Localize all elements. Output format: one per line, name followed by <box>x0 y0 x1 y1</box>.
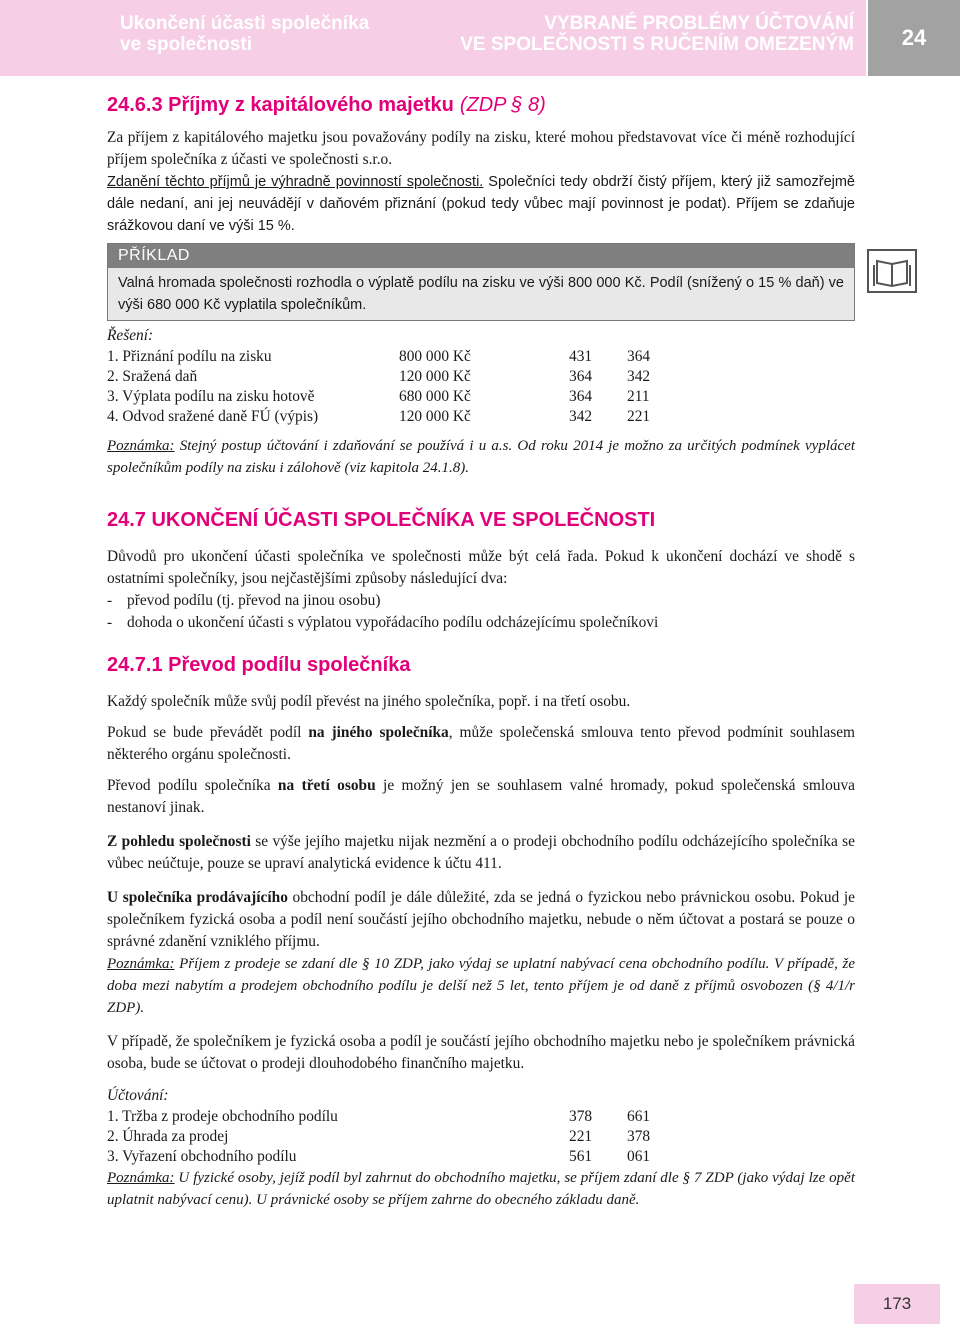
chapter-number: 24 <box>868 0 960 76</box>
page-content <box>107 94 855 1211</box>
solution-table <box>107 347 855 427</box>
book-icon <box>867 249 917 293</box>
header-section-title: Ukončení účasti společníka ve společnosti <box>120 13 370 55</box>
example-text: Valná hromada společnosti rozhodla o výplatě podílu na zisku ve výši 800 000 Kč. Podíl (snížený o 15 % daň) ve výši 680 000 Kč vyplatila společníkům. <box>118 275 844 313</box>
paragraph: Za příjem z kapitálového majetku jsou považovány podíly na zisku, které mohou představovat více či méně rozhodující příjem společníka z účasti ve společnosti s.r.o. <box>107 129 855 168</box>
paragraph: Z pohledu společnosti se výše jejího majetku nijak nezmění a o prodeji obchodního podílu odcházejícího společníka se vůbec neúčtuje, pouze se upraví analytická evidence k účtu 411. <box>107 833 855 872</box>
note: Poznámka: U fyzické osoby, jejíž podíl byl zahrnut do obchodního majetku, se příjem zdaní dle § 7 ZDP (jako výdaj lze opět uplatnit nabývací cenu). U právnické osoby se příjem zahrne do obecného základu daně. <box>107 1170 855 1208</box>
paragraph: Převod podílu společníka na třetí osobu je možný jen se souhlasem valné hromady, pokud společenská smlouva nestanoví jinak. <box>107 777 856 816</box>
paragraph: V případě, že společníkem je fyzická osoba a podíl je součástí jejího obchodního majetku nebo je společníkem právnická osoba, bude se účtovat o prodeji dlouhodobého finančního majetku. <box>107 1033 855 1072</box>
table-row: 1. Přiznání podílu na zisku 800 000 Kč 431 364 <box>107 348 651 365</box>
page-header <box>0 0 960 76</box>
table-row: 3. Vyřazení obchodního podílu 561 061 <box>107 1148 651 1165</box>
paragraph: Každý společník může svůj podíl převést na jiného společníka, popř. i na třetí osobu. <box>107 693 631 710</box>
note: Poznámka: Příjem z prodeje se zdaní dle § 10 ZDP, jako výdaj se uplatní nabývací cena obchodního podílu. V případě, že doba mezi nabytím a prodejem obchodního podílu je delší než 5 let, tento příjem je od daně z příjmů osvobozen (§ 4/1/r ZDP). <box>107 956 855 1016</box>
section-heading-24-7: 24.7 UKONČENÍ ÚČASTI SPOLEČNÍKA VE SPOLEČNOSTI <box>107 509 656 531</box>
accounting-label: Účtování: <box>107 1087 169 1104</box>
table-row: 2. Úhrada za prodej 221 378 <box>107 1128 651 1145</box>
section-heading-24-7-1: 24.7.1 Převod podílu společníka <box>107 654 411 676</box>
paragraph: Zdanění těchto příjmů je výhradně povinností společnosti. Společníci tedy obdrží čistý příjem, který již samozřejmě dále nedaní, ani jej neuvádějí v daňovém přiznání (pokud tedy vůbec mají povinnost je podat). Příjem se zdaňuje srážkovou daní ve výši 15 %. <box>107 174 855 234</box>
header-book-title: VYBRANÉ PROBLÉMY ÚČTOVÁNÍ VE SPOLEČNOSTI S RUČENÍM OMEZENÝM <box>460 13 854 55</box>
accounting-table <box>107 1107 855 1167</box>
paragraph: U společníka prodávajícího obchodní podíl je dále důležité, zda se jedná o fyzickou nebo právnickou osobu. Pokud je společníkem fyzická osoba a podíl není součástí jejího obchodního majetku, nebude o něm účtovat a postará se pouze o správné zdanění vzniklého příjmu. <box>107 889 855 950</box>
table-row: 3. Výplata podílu na zisku hotově 680 000 Kč 364 211 <box>107 388 650 405</box>
list-item: - převod podílu (tj. převod na jinou osobu) <box>107 592 381 609</box>
example-title: PŘÍKLAD <box>108 244 854 268</box>
paragraph: Důvodů pro ukončení účasti společníka ve společnosti může být celá řada. Pokud k ukončení dochází ve shodě s ostatními společníky, jsou nejčastějšími způsoby následující dva: <box>107 548 855 587</box>
paragraph: Pokud se bude převádět podíl na jiného společníka, může společenská smlouva tento převod podmínit souhlasem některého orgánu společnosti. <box>107 724 855 763</box>
table-row: 2. Sražená daň 120 000 Kč 364 342 <box>107 368 651 385</box>
example-box <box>107 243 855 321</box>
table-row: 1. Tržba z prodeje obchodního podílu 378 661 <box>107 1108 651 1125</box>
note: Poznámka: Stejný postup účtování i zdaňování se používá i u a.s. Od roku 2014 je možno za určitých podmínek vyplácet společníkům podíly na zisku i zálohově (viz kapitola 24.1.8). <box>107 438 855 476</box>
table-row: 4. Odvod sražené daně FÚ (výpis) 120 000 Kč 342 221 <box>107 408 651 425</box>
solution-label: Řešení: <box>107 327 154 344</box>
page-number: 173 <box>854 1284 940 1324</box>
list-item: - dohoda o ukončení účasti s výplatou vypořádacího podílu odcházejícímu společníkovi <box>107 614 659 631</box>
section-heading-24-6-3: 24.6.3 Příjmy z kapitálového majetku (ZDP § 8) <box>107 94 546 116</box>
